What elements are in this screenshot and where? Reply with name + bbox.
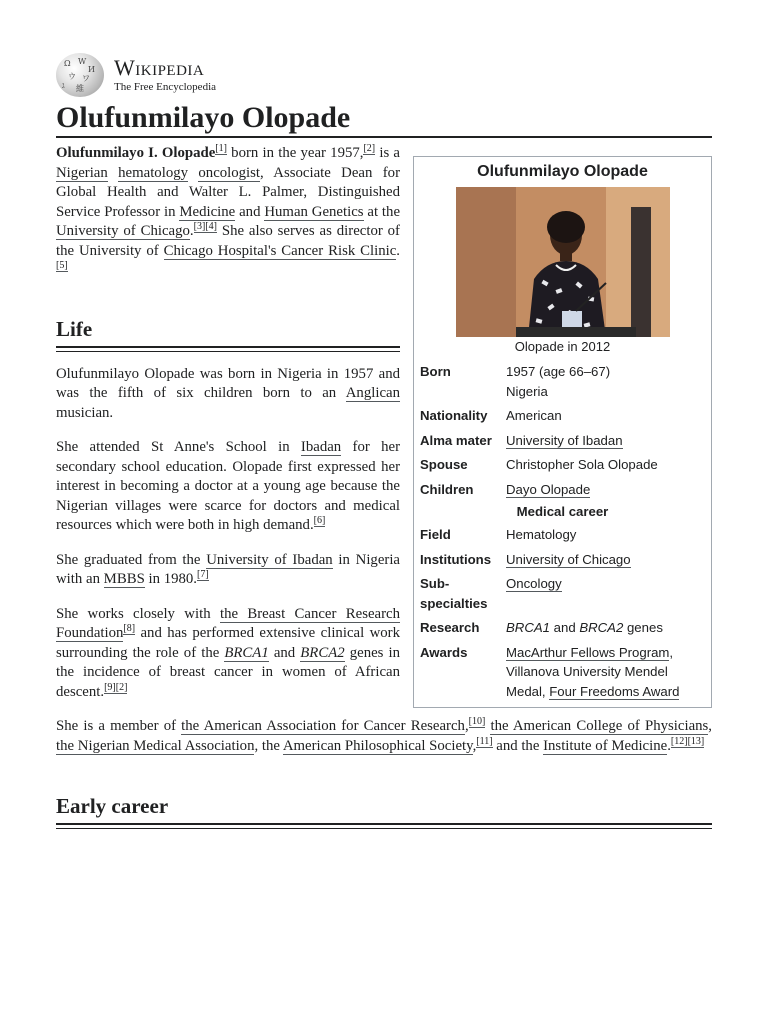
page-title: Olufunmilayo Olopade bbox=[56, 100, 712, 138]
life-paragraph-1: Olufunmilayo Olopade was born in Nigeria in 1957 and was the fifth of six children born to an Anglican musician. bbox=[56, 365, 400, 421]
portrait-image bbox=[456, 187, 670, 337]
ref-11[interactable]: [11] bbox=[476, 735, 493, 747]
ref-12-13[interactable]: [12][13] bbox=[670, 735, 705, 747]
link-macarthur[interactable]: MacArthur Fellows Program bbox=[506, 644, 670, 660]
link-institute-of-medicine[interactable]: Institute of Medicine bbox=[543, 737, 668, 754]
ref-7[interactable]: [7] bbox=[197, 569, 209, 580]
link-ibadan[interactable]: Ibadan bbox=[300, 439, 342, 455]
link-oncology[interactable]: Oncology bbox=[506, 576, 562, 591]
life-section bbox=[56, 317, 400, 703]
ref-2: [2] bbox=[363, 143, 376, 154]
link-four-freedoms[interactable]: Four Freedoms Award bbox=[549, 683, 680, 699]
infobox-row-children: Children Dayo Olopade bbox=[420, 481, 591, 497]
infobox-row-institutions: Institutions University of Chicago bbox=[420, 551, 631, 567]
ref-6[interactable]: [6] bbox=[313, 515, 326, 526]
link-brca1[interactable]: BRCA1 bbox=[224, 644, 269, 661]
infobox-row-spouse: Spouse Christopher Sola Olopade bbox=[420, 457, 658, 472]
link-cancer-risk-clinic[interactable]: Chicago Hospital's Cancer Risk Clinic bbox=[163, 242, 397, 259]
link-institution[interactable]: University of Chicago bbox=[506, 551, 631, 567]
infobox-title: Olufunmilayo Olopade bbox=[477, 163, 648, 180]
ref-10[interactable]: [10] bbox=[468, 716, 486, 727]
photo-caption: Olopade in 2012 bbox=[514, 339, 611, 354]
link-dayo-olopade[interactable]: Dayo Olopade bbox=[506, 481, 591, 497]
link-aacr[interactable]: the American Association for Cancer Research bbox=[181, 718, 465, 734]
infobox-section-medical-career: Medical career bbox=[516, 504, 609, 519]
infobox-row-alma-mater: Alma mater University of Ibadan bbox=[420, 432, 623, 448]
life-paragraph-4: She works closely with the Breast Cancer Research Foundation[8] and has performed extensive clinical work surrounding the role of the BRCA1 and BRCA2 genes in the incidence of breast cancer in women of African descent.[9][2] bbox=[56, 605, 400, 700]
infobox-row-subspecialties: Sub-specialties Oncology bbox=[420, 576, 562, 611]
link-aps[interactable]: American Philosophical Society bbox=[282, 737, 473, 754]
article-content bbox=[56, 144, 712, 825]
link-acp[interactable]: the American College of Physicians bbox=[490, 718, 709, 734]
wikipedia-globe-icon: Ω W И ウ ワ ג 維 bbox=[56, 53, 104, 97]
wikipedia-wordmark bbox=[114, 57, 216, 93]
ref-5: [5] bbox=[56, 260, 68, 271]
link-university-of-chicago[interactable]: University of Chicago bbox=[56, 223, 190, 239]
link-bcrf[interactable]: the Breast Cancer Research Foundation bbox=[56, 605, 400, 641]
wordmark-subtitle: The Free Encyclopedia bbox=[114, 81, 217, 93]
link-mbbs[interactable]: MBBS bbox=[103, 571, 145, 587]
lead-paragraph: Olufunmilayo I. Olopade[1] born in the year 1957,[2] is a Nigerian hematology oncologist, Associate Dean for Global Health and Walter L. Palmer, Distinguished Service Professor in Medicine and Human Genetics at the University of Chicago.[3][4] She also serves as director of the University of Chicago Hospital's Cancer Risk Clinic.[5] bbox=[56, 143, 401, 271]
link-nma[interactable]: the Nigerian Medical Association bbox=[56, 737, 255, 754]
early-career-section bbox=[56, 794, 712, 825]
ref-8[interactable]: [8] bbox=[123, 623, 136, 634]
subject-name: Olufunmilayo I. Olopade bbox=[56, 145, 216, 161]
article-page bbox=[56, 52, 712, 825]
ref-1: [1] bbox=[215, 143, 227, 154]
link-nigerian[interactable]: Nigerian bbox=[56, 164, 108, 181]
life-paragraph-2: She attended St Anne's School in Ibadan for her secondary school education. Olopade first expressed her interest in becoming a doctor at a young age because the Nigerian villages were scarce for doctors and medical resources which were both in high demand.[6] bbox=[56, 439, 400, 533]
link-brca2[interactable]: BRCA2 bbox=[300, 644, 345, 661]
link-oncologist[interactable]: oncologist bbox=[198, 164, 261, 181]
link-medicine[interactable]: Medicine bbox=[179, 203, 236, 220]
link-human-genetics[interactable]: Human Genetics bbox=[264, 203, 364, 220]
link-university-of-ibadan[interactable]: University of Ibadan bbox=[206, 551, 333, 568]
heading-life: Life bbox=[56, 317, 400, 348]
link-anglican[interactable]: Anglican bbox=[345, 385, 400, 401]
infobox-row-nationality: Nationality American bbox=[420, 408, 562, 423]
life-paragraph-5: She is a member of the American Association for Cancer Research,[10] the American College of Physicians, the Nigerian Medical Association, the American Philosophical Society,[11] and the Institute of Medicine.[12][13] bbox=[56, 716, 712, 754]
link-hematology[interactable]: hematology bbox=[118, 164, 189, 181]
ref-9-2[interactable]: [9][2] bbox=[104, 681, 128, 693]
link-alma-mater[interactable]: University of Ibadan bbox=[506, 432, 623, 448]
infobox-row-research: Research BRCA1 and BRCA2 genes bbox=[420, 620, 663, 635]
infobox-row-awards: Awards MacArthur Fellows Program, Villanova University Mendel Medal, Four Freedoms Award bbox=[420, 644, 680, 699]
ref-3-4: [3][4] bbox=[193, 221, 217, 232]
infobox-row-born: Born 1957 (age 66–67) Nigeria bbox=[420, 364, 611, 399]
life-paragraph-3: She graduated from the University of Ibadan in Nigeria with an MBBS in 1980.[7] bbox=[56, 551, 401, 587]
infobox-row-field: Field Hematology bbox=[420, 527, 577, 542]
heading-early-career: Early career bbox=[56, 794, 712, 825]
wordmark-title: Wikipedia bbox=[114, 55, 205, 80]
infobox bbox=[413, 156, 712, 708]
portrait-photo[interactable] bbox=[456, 187, 670, 337]
wikipedia-logo[interactable] bbox=[56, 52, 712, 98]
